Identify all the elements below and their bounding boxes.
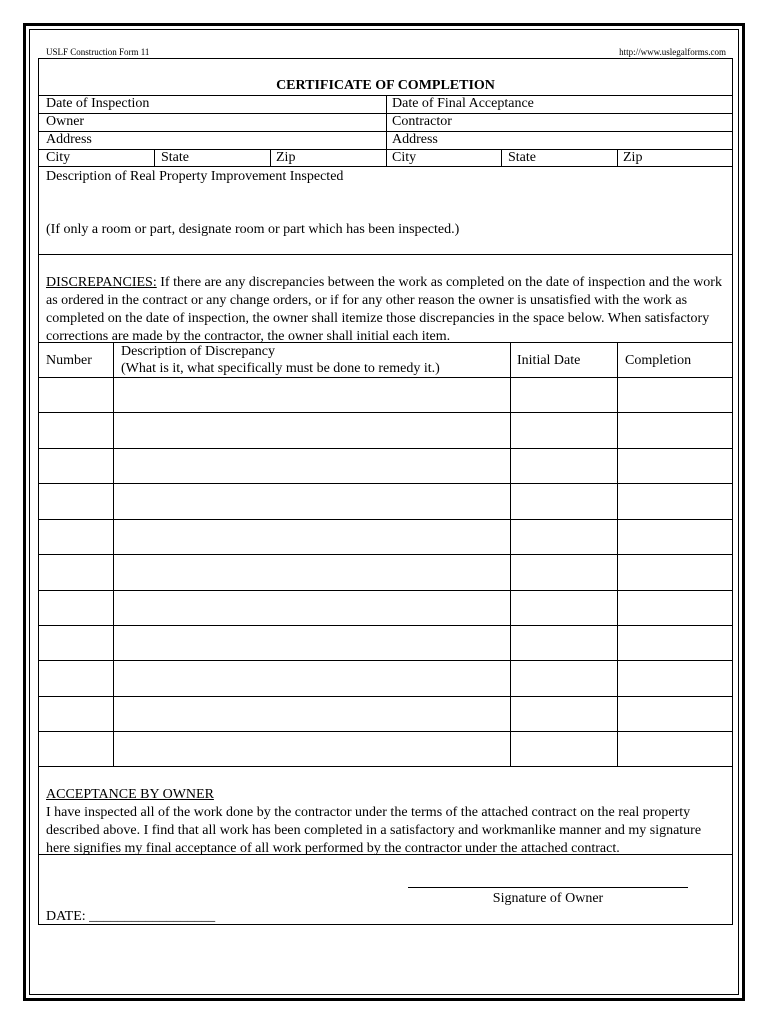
table-row-border: [39, 483, 732, 484]
table-row-border: [39, 590, 732, 591]
owner-city-field[interactable]: City: [46, 150, 71, 165]
divider: [39, 854, 732, 855]
divider: [39, 166, 732, 167]
table-row-border: [39, 625, 732, 626]
divider: [617, 149, 618, 166]
table-row-border: [39, 731, 732, 732]
divider: [501, 149, 502, 166]
owner-field[interactable]: Owner: [46, 114, 85, 129]
form-name: USLF Construction Form 11: [46, 47, 150, 57]
owner-state-field[interactable]: State: [161, 150, 189, 165]
description-note: (If only a room or part, designate room or part which has been inspected.): [46, 222, 460, 237]
owner-zip-field[interactable]: Zip: [276, 150, 296, 165]
table-row-border: [39, 412, 732, 413]
form-title: CERTIFICATE OF COMPLETION: [276, 78, 495, 93]
acceptance-heading: ACCEPTANCE BY OWNER: [46, 787, 214, 802]
col-number-header: Number: [46, 353, 92, 368]
discrepancies-paragraph: [46, 274, 724, 346]
acceptance-paragraph: [46, 786, 724, 858]
contractor-zip-field[interactable]: Zip: [623, 150, 643, 165]
acceptance-text: I have inspected all of the work done by the contractor under the terms of the attached contract on the real property described above. I find that all work has been completed in a satisfactory and workmanlike manner and my signature here signifies my final acceptance of all work performed by the contractor under the attached contract.: [46, 805, 702, 856]
contractor-state-field[interactable]: State: [508, 150, 536, 165]
divider: [270, 149, 271, 166]
signature-of-owner-label: Signature of Owner: [492, 891, 604, 906]
divider: [154, 149, 155, 166]
table-row-border: [39, 660, 732, 661]
col-description-subheader: (What is it, what specifically must be done to remedy it.): [121, 361, 440, 376]
date-field[interactable]: DATE: __________________: [46, 909, 216, 924]
description-label: Description of Real Property Improvement Inspected: [46, 169, 344, 184]
table-bottom-border: [39, 766, 732, 767]
table-row-border: [39, 696, 732, 697]
table-top-border: [39, 342, 732, 343]
contractor-address-field[interactable]: Address: [392, 132, 438, 147]
discrepancies-heading: DISCREPANCIES:: [46, 275, 157, 290]
divider: [39, 254, 732, 255]
owner-signature-line[interactable]: [408, 887, 688, 888]
col-initial-date-header: Initial Date: [517, 353, 581, 368]
table-row-border: [39, 448, 732, 449]
contractor-field[interactable]: Contractor: [392, 114, 452, 129]
table-row-border: [39, 554, 732, 555]
table-row-border: [39, 519, 732, 520]
col-description-header: Description of Discrepancy: [121, 344, 275, 359]
table-row-border: [39, 377, 732, 378]
owner-address-field[interactable]: Address: [46, 132, 92, 147]
contractor-city-field[interactable]: City: [392, 150, 417, 165]
divider: [386, 95, 387, 166]
website-url: http://www.uslegalforms.com: [619, 47, 726, 57]
discrepancies-text: If there are any discrepancies between the work as completed on the date of inspection and the work as ordered in the contract or any change orders, or if for any other reason the owner is unsatisfied with the work as completed on the date of inspection, the owner shall itemize those discrepancies in the space below. When satisfactory corrections are made by the contractor, the owner shall initial each item.: [46, 275, 722, 344]
date-of-inspection-field[interactable]: Date of Inspection: [46, 96, 150, 111]
certificate-form: [38, 58, 733, 925]
col-completion-header: Completion: [625, 353, 692, 368]
date-of-final-acceptance-field[interactable]: Date of Final Acceptance: [392, 96, 534, 111]
